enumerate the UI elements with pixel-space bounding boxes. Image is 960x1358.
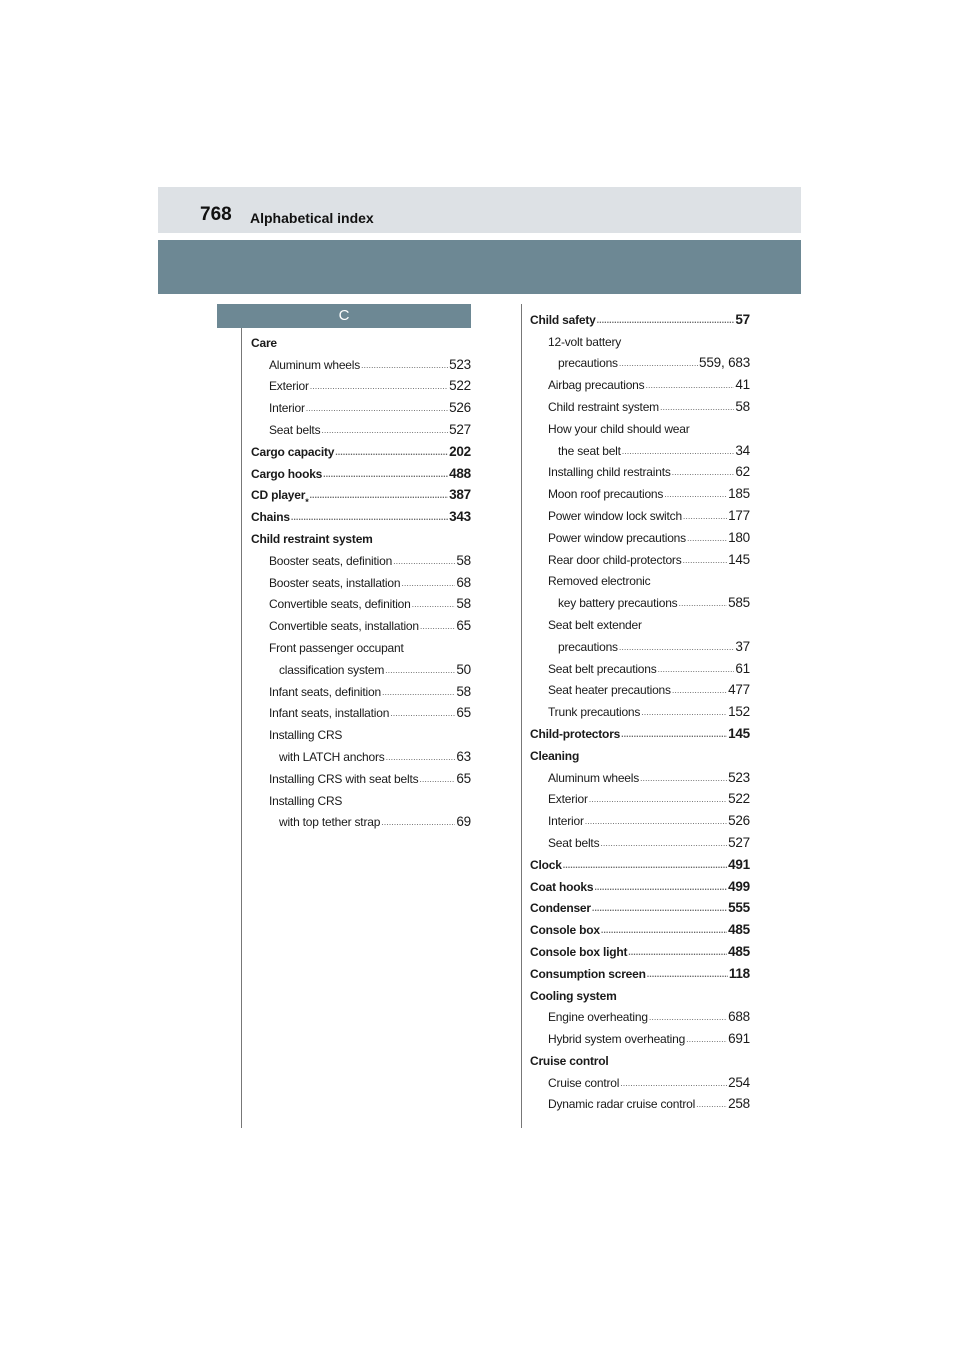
dot-leader bbox=[321, 423, 448, 437]
index-entry-label: with LATCH anchors bbox=[279, 749, 385, 764]
index-entry-label: Chains bbox=[251, 510, 290, 525]
index-entry bbox=[251, 633, 471, 655]
index-entry-label: CD player bbox=[251, 488, 306, 503]
index-entry bbox=[251, 502, 471, 524]
dot-leader bbox=[600, 836, 727, 850]
index-entry-label: Cargo capacity bbox=[251, 444, 335, 459]
dot-leader bbox=[678, 596, 727, 610]
index-entry-page: 145 bbox=[728, 725, 750, 741]
index-column-left bbox=[251, 328, 471, 829]
section-letter: C bbox=[217, 304, 471, 328]
dot-leader bbox=[628, 945, 727, 959]
index-entry-page: 63 bbox=[456, 748, 471, 764]
index-entry-label: Power window lock switch bbox=[548, 508, 682, 523]
index-entry bbox=[530, 981, 750, 1003]
index-entry-page: 477 bbox=[728, 682, 750, 698]
dot-leader bbox=[686, 1032, 727, 1046]
dot-leader bbox=[621, 727, 727, 741]
index-entry bbox=[530, 370, 750, 392]
index-entry-label: Consumption screen bbox=[530, 966, 646, 981]
index-entry-label: Seat belt precautions bbox=[548, 661, 657, 676]
index-entry-label: Rear door child-protectors bbox=[548, 552, 682, 567]
index-entry-label: Exterior bbox=[269, 379, 309, 394]
index-entry bbox=[530, 392, 750, 414]
dot-leader bbox=[419, 772, 455, 786]
dot-leader bbox=[672, 683, 727, 697]
dot-leader bbox=[420, 619, 455, 633]
left-column-rule bbox=[241, 304, 242, 1128]
index-column-right bbox=[530, 305, 750, 1111]
index-entry-page: 491 bbox=[728, 856, 750, 872]
index-entry-label: Front passenger occupant bbox=[269, 640, 404, 655]
index-entry-label: Convertible seats, installation bbox=[269, 619, 419, 634]
index-entry bbox=[530, 523, 750, 545]
index-entry bbox=[251, 372, 471, 394]
index-entry-label: Child safety bbox=[530, 312, 596, 327]
index-entry-page: 526 bbox=[449, 400, 471, 416]
index-entry-label: Removed electronic bbox=[548, 574, 651, 589]
index-entry bbox=[251, 655, 471, 677]
index-entry-page: 254 bbox=[728, 1074, 750, 1090]
right-column-rule bbox=[521, 304, 522, 1128]
index-entry-page: 58 bbox=[456, 596, 471, 612]
index-entry-page: 522 bbox=[728, 791, 750, 807]
index-entry-label: Convertible seats, definition bbox=[269, 597, 411, 612]
index-entry-page: 691 bbox=[728, 1031, 750, 1047]
index-entry-label: Interior bbox=[269, 401, 305, 416]
index-entry-label: Seat belt extender bbox=[548, 617, 642, 632]
dot-leader bbox=[385, 663, 455, 677]
index-entry-page: 58 bbox=[735, 398, 750, 414]
index-entry-label: Cleaning bbox=[530, 748, 580, 763]
dot-leader bbox=[335, 445, 448, 459]
page-header bbox=[158, 187, 801, 233]
index-entry bbox=[530, 741, 750, 763]
index-entry bbox=[251, 786, 471, 808]
dot-leader bbox=[589, 792, 727, 806]
index-entry-page: 57 bbox=[735, 311, 750, 327]
dot-leader bbox=[585, 814, 727, 828]
index-entry-page: 152 bbox=[728, 704, 750, 720]
index-entry bbox=[530, 1090, 750, 1112]
index-entry-page: 68 bbox=[456, 574, 471, 590]
index-entry-label: Console box light bbox=[530, 944, 628, 959]
index-entry-page: 523 bbox=[449, 356, 471, 372]
dot-leader bbox=[386, 750, 456, 764]
index-entry bbox=[530, 327, 750, 349]
index-entry-label: Child restraint system bbox=[251, 531, 373, 546]
dot-leader bbox=[393, 554, 455, 568]
index-entry-label: Installing CRS bbox=[269, 728, 343, 743]
index-entry-label: Cargo hooks bbox=[251, 466, 323, 481]
index-entry-label: Cruise control bbox=[548, 1075, 620, 1090]
index-entry bbox=[530, 501, 750, 523]
index-entry bbox=[251, 437, 471, 459]
index-entry bbox=[251, 524, 471, 546]
index-entry-label: Installing CRS bbox=[269, 793, 343, 808]
index-entry bbox=[530, 937, 750, 959]
index-entry-page: 41 bbox=[735, 377, 750, 393]
index-entry-page: 50 bbox=[456, 661, 471, 677]
index-entry bbox=[530, 719, 750, 741]
index-entry bbox=[530, 567, 750, 589]
page-number: 768 bbox=[200, 204, 232, 225]
index-entry-label: Cooling system bbox=[530, 988, 617, 1003]
dot-leader bbox=[640, 771, 727, 785]
dot-leader bbox=[641, 705, 727, 719]
index-entry bbox=[530, 785, 750, 807]
index-entry bbox=[530, 588, 750, 610]
dot-leader bbox=[622, 444, 735, 458]
index-entry-page: 585 bbox=[728, 595, 750, 611]
dot-leader bbox=[381, 815, 455, 829]
index-entry bbox=[251, 415, 471, 437]
dot-leader bbox=[361, 358, 448, 372]
index-entry-page: 65 bbox=[456, 705, 471, 721]
dot-leader bbox=[696, 1097, 727, 1111]
index-entry-label: Child-protectors bbox=[530, 726, 621, 741]
dot-leader bbox=[649, 1010, 727, 1024]
index-entry bbox=[530, 436, 750, 458]
index-entry bbox=[530, 1003, 750, 1025]
index-entry-page: 523 bbox=[728, 769, 750, 785]
dot-leader bbox=[647, 967, 728, 981]
index-entry bbox=[251, 393, 471, 415]
index-entry-label: Seat heater precautions bbox=[548, 683, 671, 698]
index-entry bbox=[530, 610, 750, 632]
index-entry bbox=[251, 677, 471, 699]
index-entry bbox=[530, 850, 750, 872]
index-entry-page: 37 bbox=[735, 638, 750, 654]
index-entry bbox=[530, 959, 750, 981]
index-entry-label: Moon roof precautions bbox=[548, 487, 664, 502]
index-entry-page: 177 bbox=[728, 507, 750, 523]
dot-leader bbox=[563, 858, 727, 872]
index-entry-page: 485 bbox=[728, 943, 750, 959]
index-entry-page: 65 bbox=[456, 770, 471, 786]
index-entry bbox=[251, 699, 471, 721]
index-entry bbox=[530, 1068, 750, 1090]
index-entry-label: Seat belts bbox=[548, 835, 600, 850]
index-entry-label: Care bbox=[251, 335, 277, 350]
index-entry bbox=[530, 1046, 750, 1068]
index-entry bbox=[530, 763, 750, 785]
index-entry: CD player * ..... 387 bbox=[251, 481, 471, 503]
index-entry bbox=[530, 806, 750, 828]
dot-leader bbox=[683, 553, 728, 567]
index-entry-page: 145 bbox=[728, 551, 750, 567]
index-entry-label: precautions bbox=[558, 356, 618, 371]
index-entry-page: 488 bbox=[449, 465, 471, 481]
index-entry bbox=[251, 808, 471, 830]
index-entry bbox=[530, 479, 750, 501]
index-entry-page: 527 bbox=[449, 421, 471, 437]
index-entry-page: 258 bbox=[728, 1096, 750, 1112]
index-entry-page: 688 bbox=[728, 1009, 750, 1025]
dot-leader bbox=[601, 923, 727, 937]
index-entry-label: Installing CRS with seat belts bbox=[269, 771, 419, 786]
index-entry-page: 343 bbox=[449, 509, 471, 525]
dot-leader bbox=[310, 488, 449, 502]
index-entry-label: key battery precautions bbox=[558, 596, 678, 611]
index-entry bbox=[530, 654, 750, 676]
index-entry-page: 62 bbox=[735, 464, 750, 480]
index-entry bbox=[251, 328, 471, 350]
index-entry-page: 58 bbox=[456, 683, 471, 699]
index-entry-label: Clock bbox=[530, 857, 562, 872]
index-entry-label: Coat hooks bbox=[530, 879, 594, 894]
index-entry bbox=[530, 414, 750, 436]
index-entry bbox=[251, 590, 471, 612]
index-entry-page: 180 bbox=[728, 529, 750, 545]
index-entry-page: 185 bbox=[728, 486, 750, 502]
index-entry bbox=[530, 828, 750, 850]
index-entry-label: Console box bbox=[530, 923, 600, 938]
dot-leader bbox=[401, 576, 455, 590]
index-entry bbox=[251, 546, 471, 568]
dot-leader bbox=[687, 531, 727, 545]
index-entry-page: 485 bbox=[728, 922, 750, 938]
dot-leader bbox=[683, 509, 727, 523]
section-title: Alphabetical index bbox=[250, 210, 374, 226]
index-entry-label: Trunk precautions bbox=[548, 705, 641, 720]
index-entry-label: Child restraint system bbox=[548, 399, 659, 414]
dot-leader bbox=[323, 467, 448, 481]
index-entry bbox=[251, 350, 471, 372]
index-entry bbox=[530, 872, 750, 894]
index-entry-label: Hybrid system overheating bbox=[548, 1032, 686, 1047]
index-entry bbox=[530, 894, 750, 916]
dot-leader bbox=[592, 901, 727, 915]
index-entry-label: Power window precautions bbox=[548, 530, 686, 545]
index-entry-label: Installing child restraints bbox=[548, 465, 671, 480]
index-entry-label: Engine overheating bbox=[548, 1010, 648, 1025]
dot-leader bbox=[619, 640, 735, 654]
index-entry-page: 34 bbox=[735, 442, 750, 458]
dot-leader bbox=[597, 313, 735, 327]
index-entry bbox=[530, 697, 750, 719]
index-entry-label: Cruise control bbox=[530, 1053, 609, 1068]
index-entry-label: Seat belts bbox=[269, 422, 321, 437]
dot-leader bbox=[672, 465, 735, 479]
index-entry-label: 12-volt battery bbox=[548, 334, 622, 349]
dot-leader bbox=[310, 379, 448, 393]
index-entry-label: Booster seats, installation bbox=[269, 575, 401, 590]
dot-leader bbox=[594, 880, 727, 894]
index-entry-label: Booster seats, definition bbox=[269, 553, 393, 568]
index-entry-label: with top tether strap bbox=[279, 815, 381, 830]
index-entry-label: How your child should wear bbox=[548, 421, 690, 436]
index-entry bbox=[530, 545, 750, 567]
index-entry bbox=[251, 459, 471, 481]
dot-leader bbox=[620, 1076, 727, 1090]
index-entry-label: Dynamic radar cruise control bbox=[548, 1097, 696, 1112]
index-entry bbox=[530, 458, 750, 480]
index-entry-page: 65 bbox=[456, 618, 471, 634]
dot-leader bbox=[660, 400, 734, 414]
index-entry-page: 118 bbox=[728, 965, 750, 981]
index-entry-page: 555 bbox=[728, 900, 750, 916]
index-entry-page: 69 bbox=[456, 814, 471, 830]
index-entry-page: 526 bbox=[728, 813, 750, 829]
index-entry-label: precautions bbox=[558, 639, 618, 654]
index-entry-page: 527 bbox=[728, 834, 750, 850]
dot-leader bbox=[306, 401, 448, 415]
index-entry-label: Aluminum wheels bbox=[269, 357, 361, 372]
dot-leader bbox=[390, 706, 455, 720]
index-entry-label: Interior bbox=[548, 814, 584, 829]
index-entry-label: classification system bbox=[279, 662, 385, 677]
index-entry bbox=[530, 1024, 750, 1046]
index-entry bbox=[530, 349, 750, 371]
index-entry-label: Infant seats, installation bbox=[269, 706, 390, 721]
index-entry-page: 58 bbox=[456, 552, 471, 568]
index-entry-label: the seat belt bbox=[558, 443, 621, 458]
index-entry bbox=[530, 632, 750, 654]
index-entry-page: 522 bbox=[449, 378, 471, 394]
index-entry-label: Infant seats, definition bbox=[269, 684, 381, 699]
dot-leader bbox=[664, 487, 727, 501]
index-entry bbox=[530, 305, 750, 327]
index-entry bbox=[251, 742, 471, 764]
index-entry-label: Airbag precautions bbox=[548, 378, 645, 393]
dot-leader bbox=[382, 685, 455, 699]
index-entry-page: 387 bbox=[449, 487, 471, 503]
dot-leader bbox=[412, 597, 456, 611]
index-entry bbox=[251, 764, 471, 786]
index-entry-page: 61 bbox=[735, 660, 750, 676]
dot-leader bbox=[658, 662, 735, 676]
index-entry-label: Aluminum wheels bbox=[548, 770, 640, 785]
index-entry-page: 202 bbox=[449, 443, 471, 459]
dot-leader bbox=[291, 510, 448, 524]
dot-leader bbox=[619, 356, 698, 370]
dot-leader bbox=[645, 378, 734, 392]
index-entry-label: Condenser bbox=[530, 901, 591, 916]
header-band bbox=[158, 240, 801, 294]
index-entry bbox=[251, 611, 471, 633]
index-entry-page: 499 bbox=[728, 878, 750, 894]
index-entry bbox=[530, 676, 750, 698]
index-entry-label: Exterior bbox=[548, 792, 588, 807]
index-entry bbox=[251, 720, 471, 742]
index-entry bbox=[530, 915, 750, 937]
index-entry-page: 559, 683 bbox=[699, 355, 750, 371]
index-entry bbox=[251, 568, 471, 590]
